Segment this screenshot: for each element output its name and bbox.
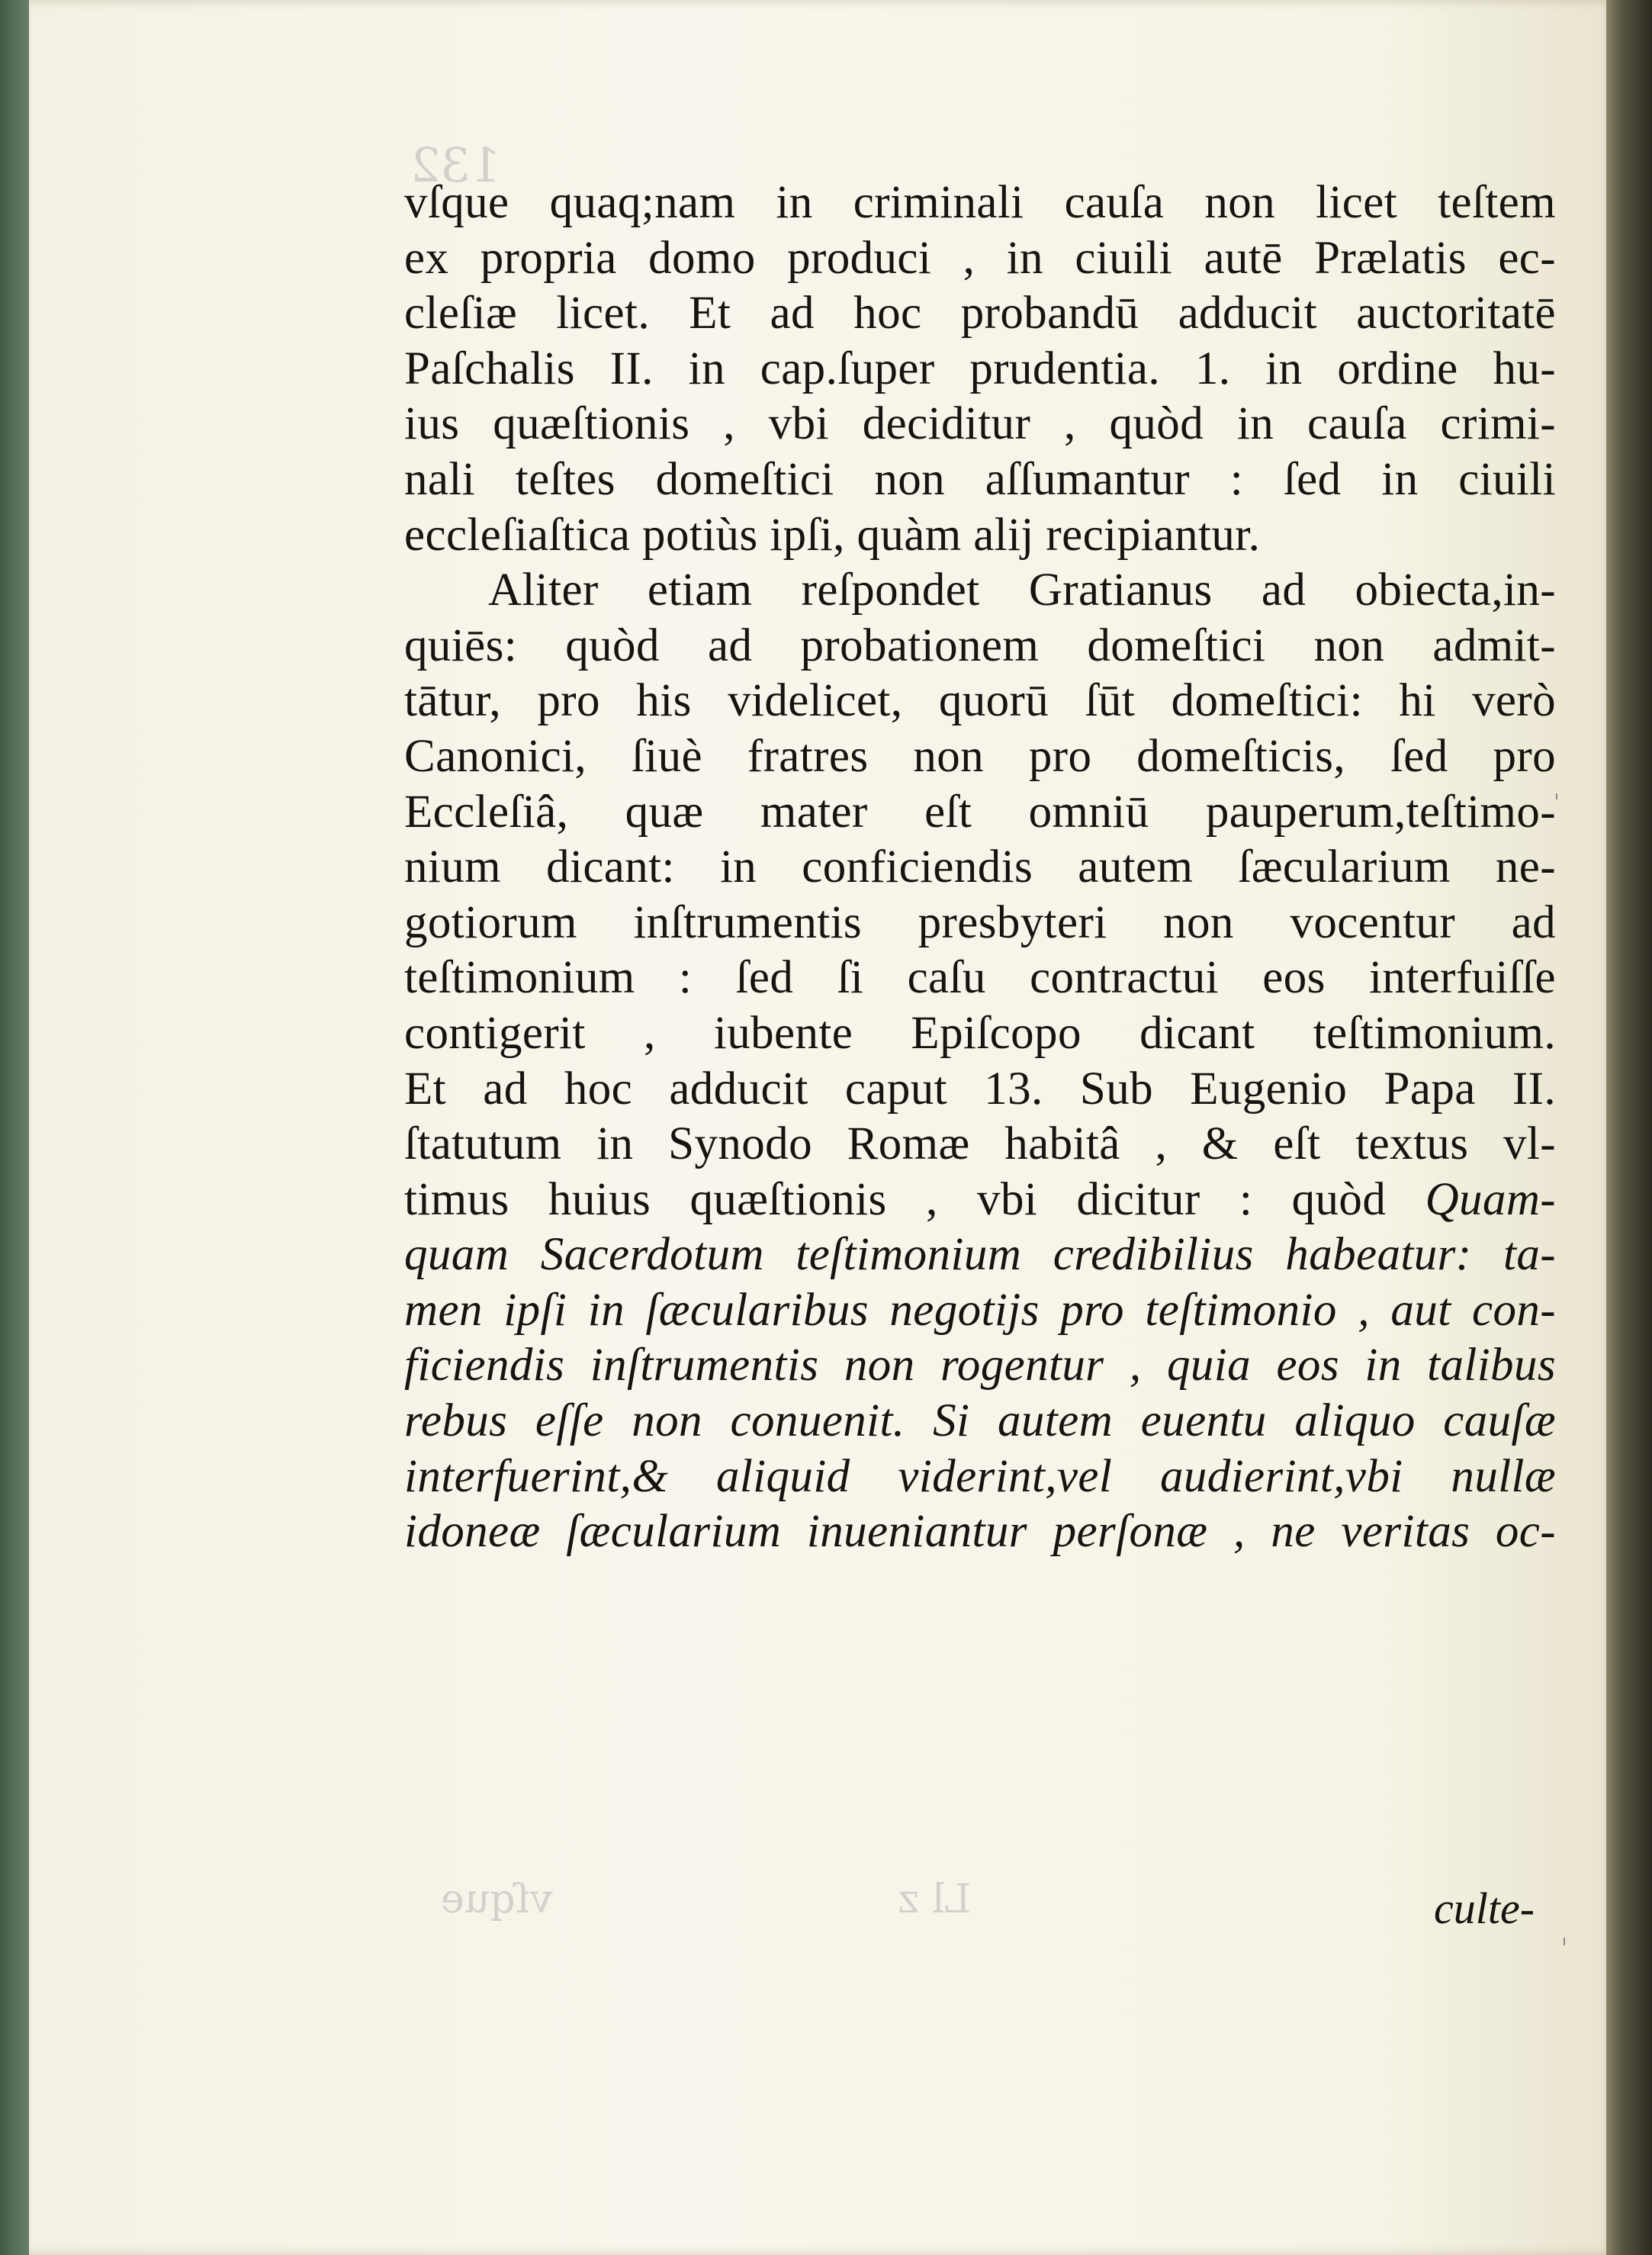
quotation-line: rebus eſſe non conuenit. Si autem euentu aliquo cauſæ [404, 1395, 1556, 1447]
show-through-signature: Ll z [898, 1877, 972, 1922]
text-line: Et ad hoc adducit caput 13. Sub Eugenio Papa II. [404, 1063, 1556, 1115]
binding-cloth [0, 0, 31, 2255]
margin-speck [1556, 793, 1557, 799]
quotation-start: Quam- [1425, 1173, 1557, 1225]
text-block [404, 175, 1556, 1560]
show-through-folio: 132 [410, 137, 501, 193]
quotation-line: interfuerint,& aliquid viderint,vel audierint,vbi nullæ [404, 1450, 1556, 1502]
text-line: nali teſtes domeſtici non aſſumantur : ſed in ciuili [404, 453, 1556, 505]
quotation-line: men ipſi in ſæcularibus negotijs pro teſtimonio , aut con- [404, 1284, 1556, 1336]
text-line-roman: timus huius quæſtionis , vbi dicitur : quòd [404, 1173, 1387, 1225]
mixed-text-line [404, 1173, 1556, 1228]
text-line: tātur, pro his videlicet, quorū ſūt domeſtici: hi verò [404, 675, 1556, 727]
text-line: ius quæſtionis , vbi deciditur , quòd in cauſa crimi- [404, 398, 1556, 450]
text-line: Paſchalis II. in cap.ſuper prudentia. 1. in ordine hu- [404, 343, 1556, 394]
text-line: gotiorum inſtrumentis presbyteri non vocentur ad [404, 896, 1556, 948]
text-line: teſtimonium : ſed ſi caſu contractui eos interfuiſſe [404, 952, 1556, 1004]
text-line: eccleſiaſtica potiùs ipſi, quàm alij recipiantur. [404, 509, 1261, 561]
text-line: Canonici, ſiuè fratres non pro domeſticis, ſed pro [404, 730, 1556, 782]
book-cover-edge [1606, 0, 1652, 2255]
text-line: ex propria domo produci , in ciuili autē Prælatis ec- [404, 232, 1556, 284]
text-line: nium dicant: in conficiendis autem ſæcularium ne- [404, 841, 1556, 893]
text-line: vſque quaq;nam in criminali cauſa non licet teſtem [404, 177, 1556, 228]
quotation-line: quam Sacerdotum teſtimonium credibilius habeatur: ta- [404, 1229, 1556, 1281]
paragraph-start-line: Aliter etiam reſpondet Gratianus ad obiecta,in- [488, 565, 1556, 616]
text-line: ſtatutum in Synodo Romæ habitâ , & eſt textus vl- [404, 1118, 1556, 1170]
margin-speck [1564, 1938, 1565, 1945]
show-through-catchword: vſque [441, 1877, 553, 1922]
text-line: cleſiæ licet. Et ad hoc probandū adducit auctoritatē [404, 288, 1556, 339]
text-line: Eccleſiâ, quæ mater eſt omniū pauperum,teſtimo- [404, 786, 1556, 838]
quotation-line: ficiendis inſtrumentis non rogentur , quia eos in talibus [404, 1340, 1556, 1391]
quotation-line: idoneæ ſæcularium inueniantur perſonæ , ne veritas oc- [404, 1506, 1556, 1558]
text-line: contigerit , iubente Epiſcopo dicant teſtimonium. [404, 1007, 1556, 1059]
text-line: quiēs: quòd ad probationem domeſtici non admit- [404, 619, 1556, 671]
catchword: culte- [1434, 1883, 1535, 1933]
